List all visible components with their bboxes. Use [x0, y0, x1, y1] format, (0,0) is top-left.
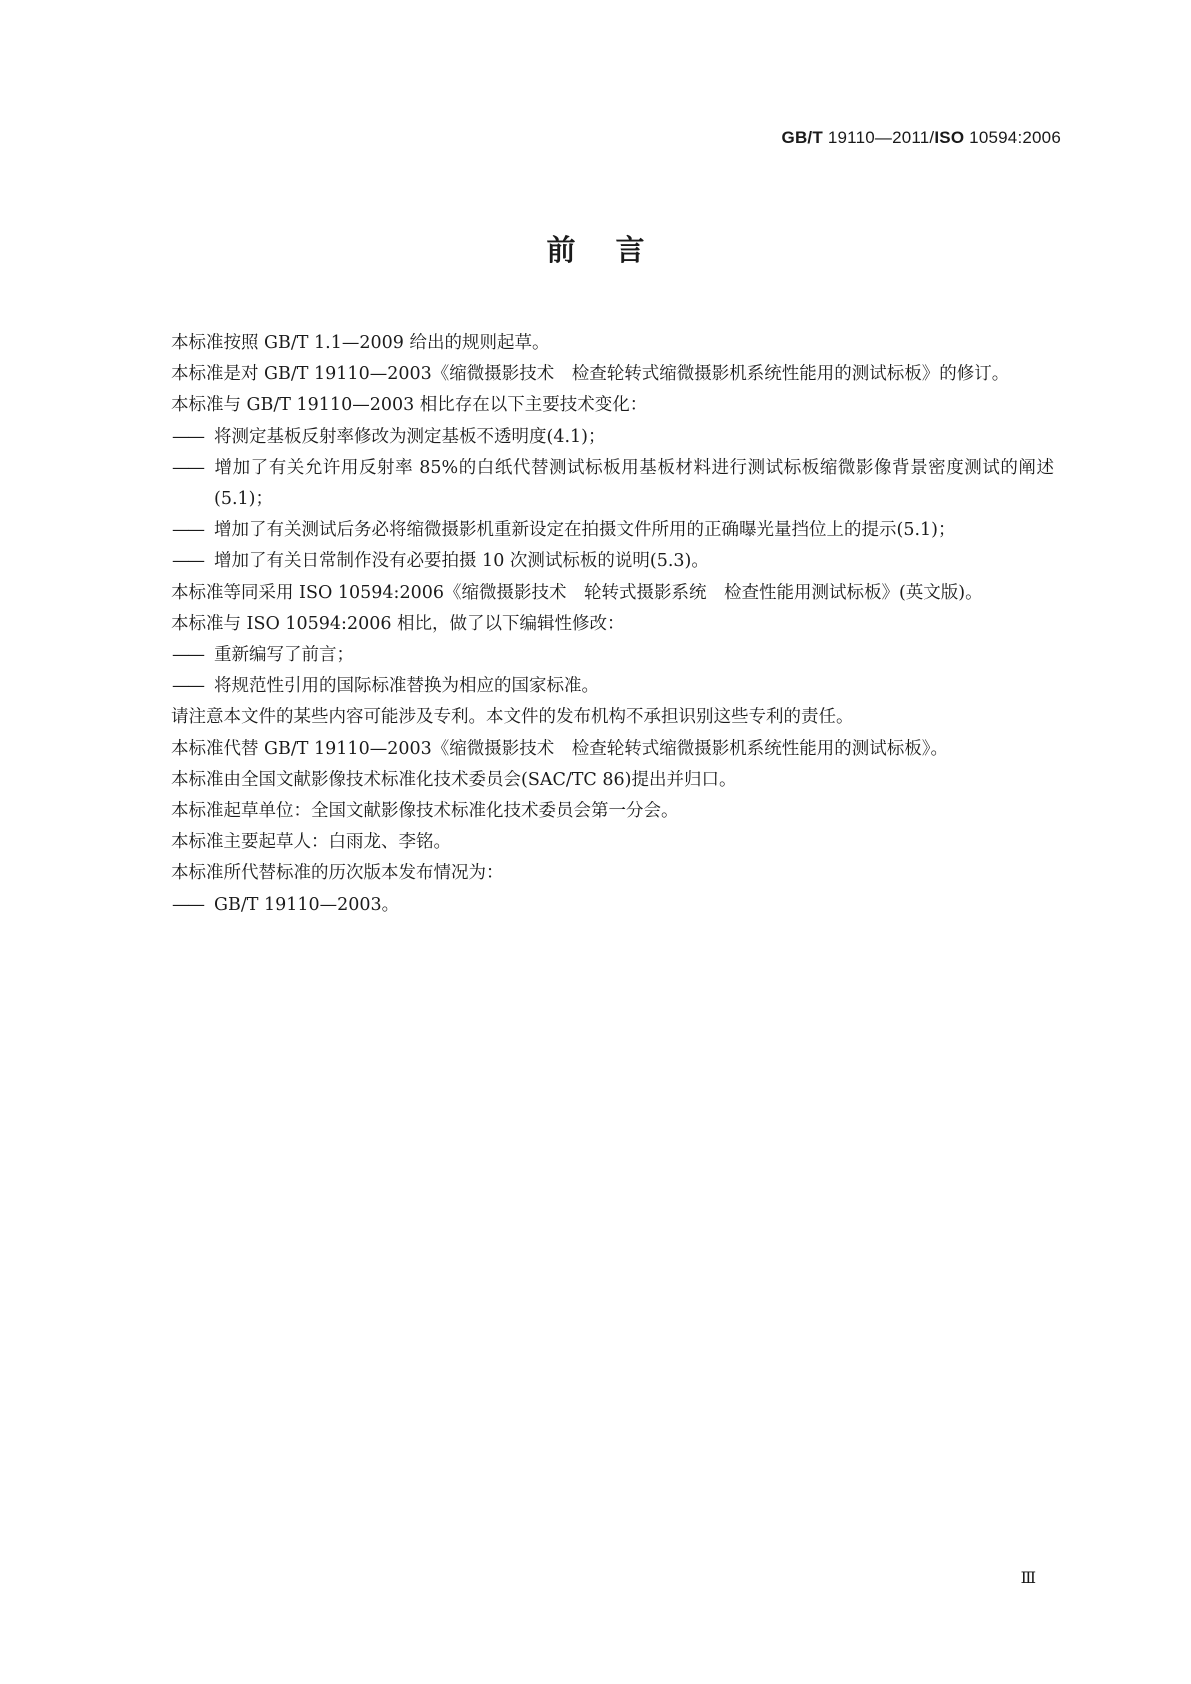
list-item	[136, 640, 1054, 671]
standard-number-header	[782, 128, 1061, 148]
paragraph: 本标准等同采用 ISO 10594:2006《缩微摄影技术 轮转式摄影系统 检查性能用测试标板》(英文版)。	[171, 582, 983, 603]
standard-number-iso: 10594:2006	[964, 128, 1061, 147]
list-item-text: 将规范性引用的国际标准替换为相应的国家标准。	[214, 676, 599, 697]
list-item-text: 重新编写了前言；	[214, 645, 354, 666]
list-dash: ——	[172, 894, 203, 915]
paragraph: 请注意本文件的某些内容可能涉及专利。本文件的发布机构不承担识别这些专利的责任。	[171, 707, 854, 728]
list-item-text: GB/T 19110—2003。	[214, 894, 400, 915]
standard-number-gb: 19110—2011/	[822, 128, 935, 147]
list-dash: ——	[172, 551, 203, 572]
list-item	[136, 453, 1054, 515]
list-dash: ——	[172, 676, 203, 697]
paragraph: 本标准代替 GB/T 19110—2003《缩微摄影技术 检查轮转式缩微摄影机系统性能用的测试标板》。	[171, 738, 948, 759]
standard-code-gbt: GB/T	[781, 128, 823, 147]
list-dash: ——	[172, 426, 203, 447]
list-item-text: 增加了有关日常制作没有必要拍摄 10 次测试标板的说明(5.3)。	[214, 551, 709, 572]
list-item-text: 增加了有关允许用反射率 85%的白纸代替测试标板用基板材料进行测试标板缩微影像背景密度测试的阐述(5.1)；	[214, 457, 1054, 510]
list-dash: ——	[172, 520, 203, 541]
list-item	[136, 671, 1054, 702]
page-title: 前言	[546, 233, 685, 267]
paragraph: 本标准由全国文献影像技术标准化技术委员会(SAC/TC 86)提出并归口。	[171, 769, 737, 790]
paragraph: 本标准起草单位：全国文献影像技术标准化技术委员会第一分会。	[171, 801, 679, 822]
list-item-text: 将测定基板反射率修改为测定基板不透明度(4.1)；	[214, 426, 606, 447]
list-dash: ——	[172, 645, 203, 666]
list-item	[136, 546, 1054, 577]
paragraph: 本标准所代替标准的历次版本发布情况为：	[171, 863, 504, 884]
list-dash: ——	[172, 457, 203, 478]
standard-code-iso: ISO	[934, 128, 965, 147]
paragraph: 本标准主要起草人：白雨龙、李铭。	[171, 832, 451, 853]
foreword-body	[136, 328, 1054, 921]
list-item	[136, 890, 1054, 921]
list-item	[136, 515, 1054, 546]
paragraph: 本标准与 GB/T 19110—2003 相比存在以下主要技术变化：	[171, 395, 648, 416]
paragraph: 本标准是对 GB/T 19110—2003《缩微摄影技术 检查轮转式缩微摄影机系统性能用的测试标板》的修订。	[171, 364, 1010, 385]
paragraph: 本标准与 ISO 10594:2006 相比，做了以下编辑性修改：	[171, 613, 625, 634]
list-item-text: 增加了有关测试后务必将缩微摄影机重新设定在拍摄文件所用的正确曝光量挡位上的提示(5.1)；	[214, 520, 956, 541]
list-item	[136, 422, 1054, 453]
page-number: Ⅲ	[1020, 1568, 1036, 1587]
paragraph: 本标准按照 GB/T 1.1—2009 给出的规则起草。	[171, 333, 550, 353]
